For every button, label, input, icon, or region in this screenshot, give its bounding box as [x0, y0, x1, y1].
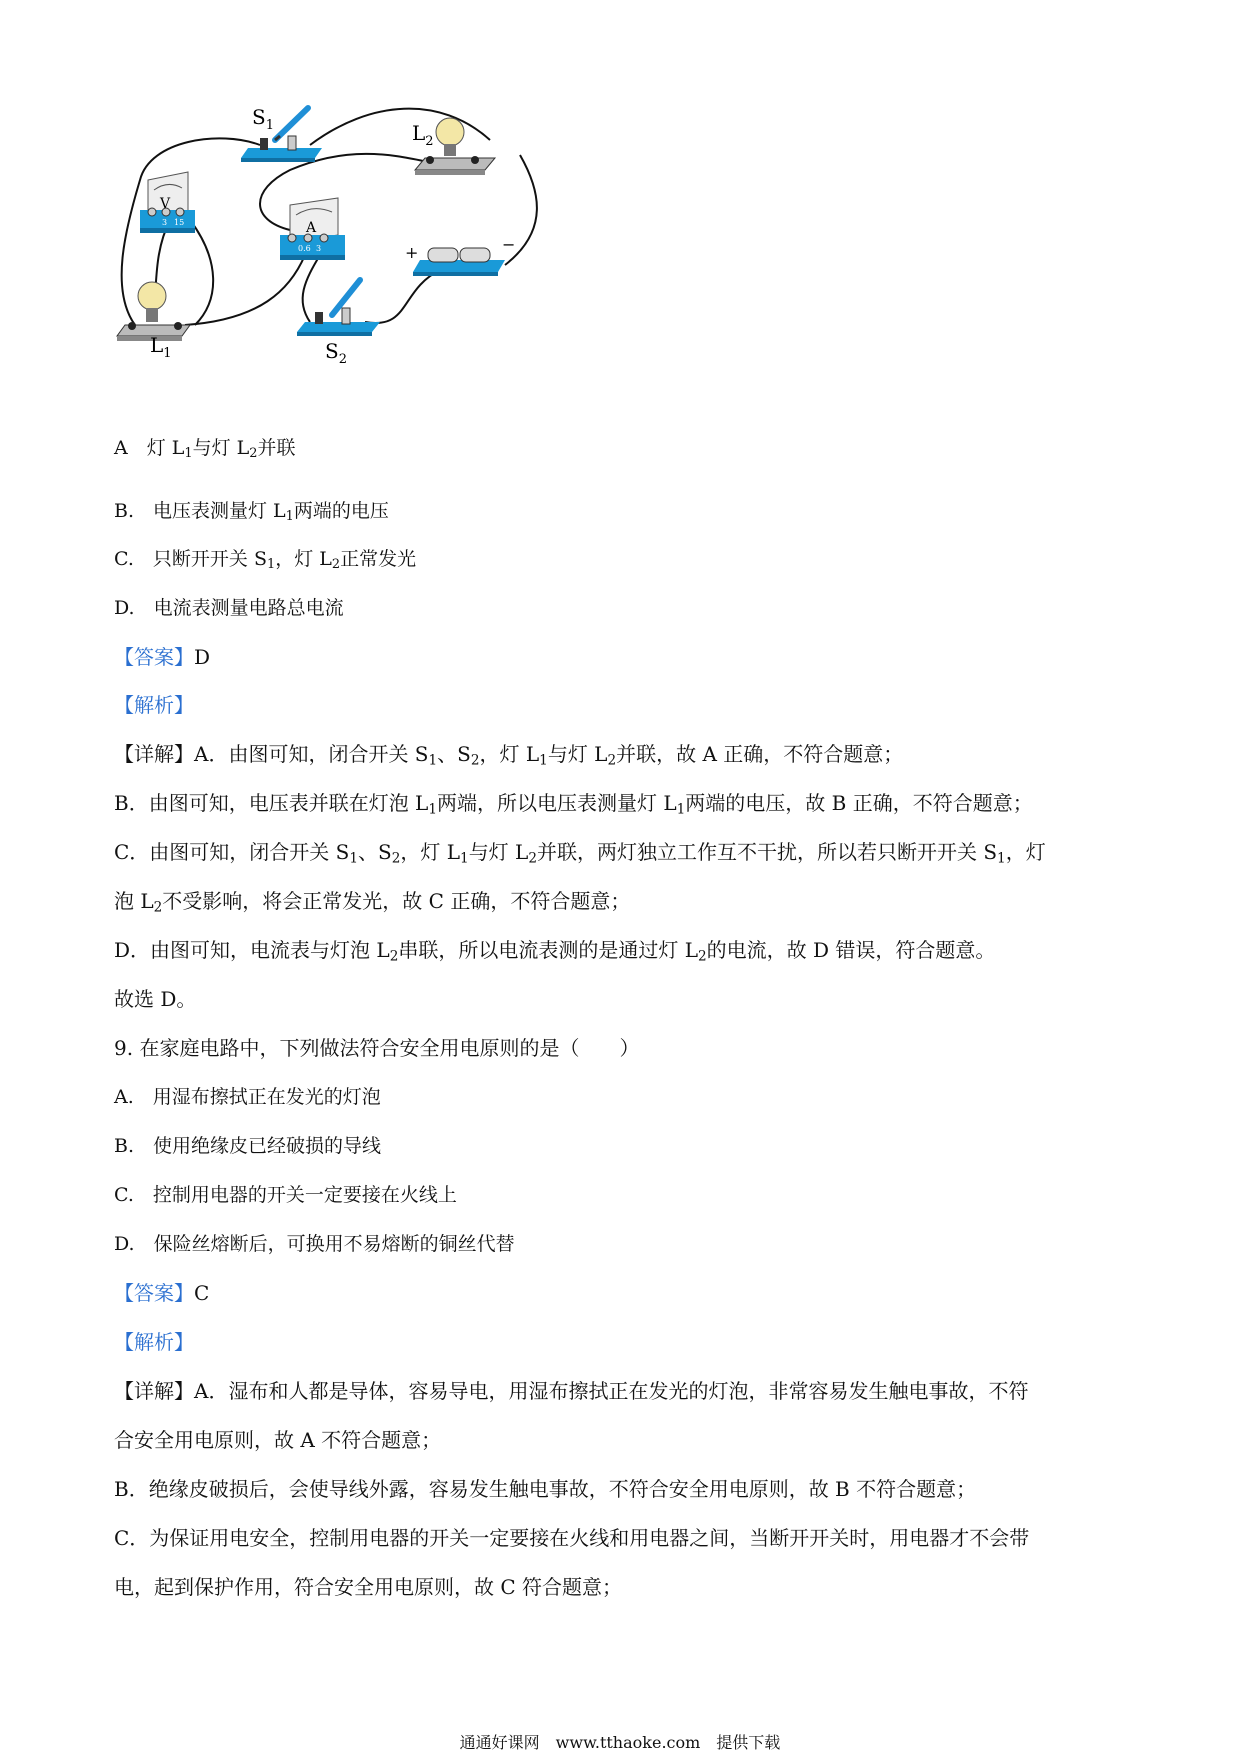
q8-conclusion: 故选 D。: [114, 987, 197, 1011]
q9-detail-line-1: 【详解】A．湿布和人都是导体，容易导电，用湿布擦拭正在发光的灯泡，非常容易发生触电事故，不符: [114, 1379, 1029, 1403]
circuit-diagram: [110, 100, 600, 410]
q8-analysis-tag: 【解析】: [114, 693, 194, 717]
label-l2: $L_2$: [412, 121, 434, 149]
ammeter-terminal-3: 3: [316, 244, 322, 253]
ammeter-symbol: A: [306, 220, 317, 236]
voltmeter-symbol: V: [160, 196, 171, 212]
voltmeter-terminal-3: 3: [162, 218, 168, 227]
battery: [413, 248, 505, 276]
q8-detail-line-1: 【详解】A．由图可知，闭合开关 $S_1$、$S_2$，灯 $L_1$与灯 $L_2$并联，故 A 正确，不符合题意；: [114, 742, 904, 769]
q9-detail-line-2: 合安全用电原则，故 A 不符合题意；: [114, 1428, 442, 1452]
q8-answer: 【答案】D: [114, 645, 211, 669]
q8-detail-line-4: 泡 $L_2$不受影响，将会正常发光，故 C 正确，不符合题意；: [114, 889, 631, 916]
battery-positive-label: +: [405, 243, 419, 262]
q9-detail-line-3: B．绝缘皮破损后，会使导线外露，容易发生触电事故，不符合安全用电原则，故 B 不符合题意；: [114, 1477, 977, 1501]
q9-option-d: D. 保险丝熔断后，可换用不易熔断的铜丝代替: [114, 1233, 515, 1255]
page-footer: 通通好课网 www.tthaoke.com 提供下载: [459, 1733, 781, 1752]
q8-option-b: B. 电压表测量灯 $L_1$两端的电压: [114, 500, 389, 525]
q8-detail-line-3: C．由图可知，闭合开关 $S_1$、$S_2$，灯 $L_1$与灯 $L_2$并联，两灯独立工作互不干扰，所以若只断开开关 $S_1$，灯: [114, 840, 1046, 867]
q8-option-c: C. 只断开开关 $S_1$，灯 $L_2$正常发光: [114, 548, 417, 573]
label-l1: $L_1$: [150, 333, 172, 361]
q9-answer: 【答案】C: [114, 1281, 210, 1305]
q8-detail-line-2: B．由图可知，电压表并联在灯泡 $L_1$两端，所以电压表测量灯 $L_1$两端的电压，故 B 正确，不符合题意；: [114, 791, 1033, 818]
battery-negative-label: −: [502, 235, 516, 254]
q9-detail-line-4: C．为保证用电安全，控制用电器的开关一定要接在火线和用电器之间，当断开开关时，用电器才不会带: [114, 1526, 1030, 1550]
voltmeter-terminal-15: 15: [174, 218, 185, 227]
q9-analysis-tag: 【解析】: [114, 1330, 194, 1354]
ammeter-terminal-0.6: 0.6: [298, 244, 311, 253]
q9-option-a: A. 用湿布擦拭正在发光的灯泡: [114, 1086, 381, 1108]
q9-detail-line-5: 电，起到保护作用，符合安全用电原则，故 C 符合题意；: [114, 1575, 623, 1599]
q8-detail-line-5: D．由图可知，电流表与灯泡 $L_2$串联，所以电流表测的是通过灯 $L_2$的电流，故 D 错误，符合题意。: [114, 938, 996, 965]
q9-stem: 9. 在家庭电路中，下列做法符合安全用电原则的是（ ）: [114, 1036, 640, 1060]
q8-option-a: A 灯 $L_1$与灯 $L_2$并联: [114, 437, 296, 462]
label-s2: $S_2$: [325, 339, 347, 367]
q8-option-d: D. 电流表测量电路总电流: [114, 597, 344, 619]
q9-option-b: B. 使用绝缘皮已经破损的导线: [114, 1135, 382, 1157]
q9-option-c: C. 控制用电器的开关一定要接在火线上: [114, 1184, 457, 1206]
switch-s2: [297, 280, 380, 336]
label-s1: $S_1$: [252, 105, 274, 133]
